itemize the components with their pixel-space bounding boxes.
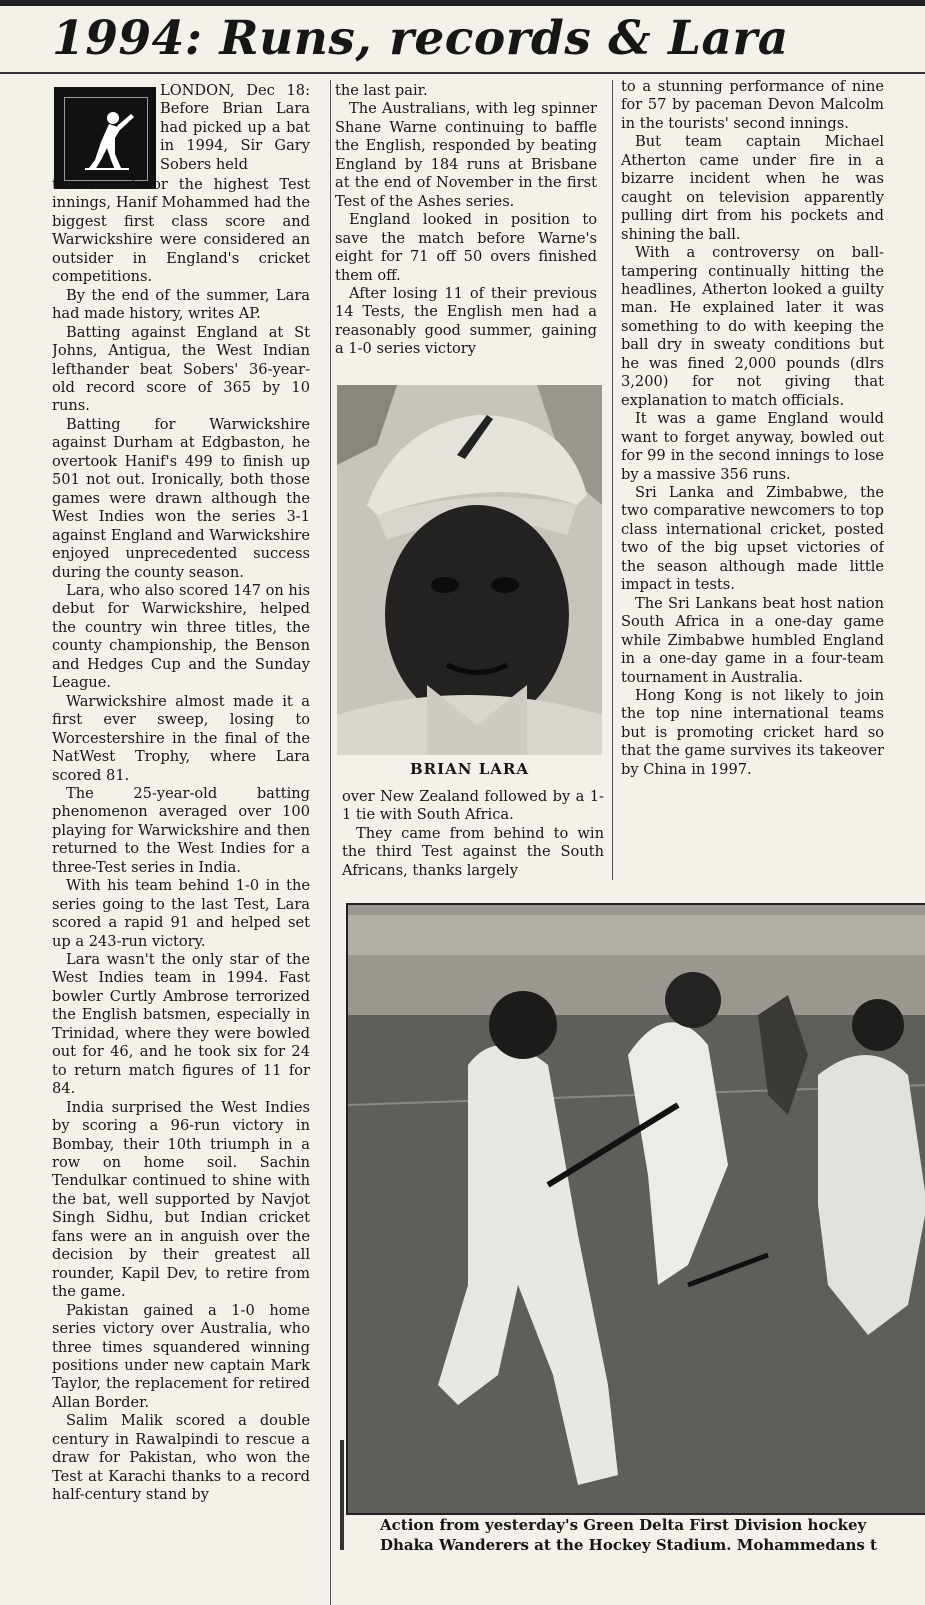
- col2-paragraph: They came from behind to win the third Test against the South Africans, thanks largely: [342, 824, 604, 879]
- col2-top: [335, 82, 597, 382]
- col1-paragraph: Warwickshire almost made it a first ever sweep, losing to Worcestershire in the final of the NatWest Trophy, where Lara scored 81.: [52, 692, 310, 784]
- batsman-silhouette: [65, 98, 147, 180]
- col3-paragraph: It was a game England would want to forget anyway, bowled out for 99 in the second innings to lose by a massive 356 runs.: [621, 410, 884, 483]
- column-divider: [612, 80, 613, 880]
- hockey-image: [348, 905, 925, 1513]
- column-divider: [330, 80, 331, 1605]
- col3-paragraph: Sri Lanka and Zimbabwe, the two comparative newcomers to top class international cricket, posted two of the big upset victories of the season although made little impact in tests.: [621, 483, 884, 594]
- col2-bottom: [342, 788, 604, 888]
- col1-paragraph: With his team behind 1-0 in the series going to the last Test, Lara scored a rapid 91 and helped set up a 243-run victory.: [52, 877, 310, 950]
- col1-paragraph: By the end of the summer, Lara had made history, writes AP.: [52, 286, 310, 323]
- col1-paragraph: the record for the highest Test innings, Hanif Mohammed had the biggest first class score and Warwickshire were considered an outsider in England's cricket competitions.: [52, 176, 310, 286]
- photo2-caption-line1: Action from yesterday's Green Delta First Division hockey: [380, 1516, 867, 1534]
- photo2-caption-line2: Dhaka Wanderers at the Hockey Stadium. Mohammedans t: [380, 1536, 877, 1554]
- col1-paragraph: Batting against England at St Johns, Antigua, the West Indian lefthander beat Sobers' 36-year-old record score of 365 by 10 runs.: [52, 323, 310, 415]
- col1-body: [52, 176, 310, 1605]
- col1-paragraph: Salim Malik scored a double century in Rawalpindi to rescue a draw for Pakistan, who won the Test at Karachi thanks to a record half-century stand by: [52, 1412, 310, 1504]
- col2-paragraph: over New Zealand followed by a 1-1 tie with South Africa.: [342, 788, 604, 824]
- col2-paragraph: England looked in position to save the match before Warne's eight for 71 off 50 overs finished them off.: [335, 211, 597, 284]
- col1-paragraph: Pakistan gained a 1-0 home series victory over Australia, who three times squandered winning positions under new captain Mark Taylor, the replacement for retired Allan Border.: [52, 1301, 310, 1411]
- col2-paragraph: the last pair.: [335, 82, 428, 99]
- brian-lara-photo: [337, 385, 602, 755]
- col1-wrap-top: [160, 82, 310, 174]
- col3-paragraph: to a stunning performance of nine for 57 by paceman Devon Malcolm in the tourists' second innings.: [621, 78, 884, 132]
- headline-rule: [0, 72, 925, 74]
- col3-body: [621, 78, 884, 883]
- portrait-image: [337, 385, 602, 755]
- hockey-action-photo: [346, 903, 925, 1515]
- top-rule: [0, 0, 925, 6]
- column-rule-mark: [340, 1440, 344, 1550]
- headline: 1994: Runs, records & Lara: [52, 11, 789, 66]
- col2-paragraph: After losing 11 of their previous 14 Tests, the English men had a reasonably good summer, gaining a 1-0 series victory: [335, 284, 597, 358]
- col1-paragraph: Lara wasn't the only star of the West Indies team in 1994. Fast bowler Curtly Ambrose terrorized the English batsmen, especially in Trinidad, where they were bowled out for 46, and he took six for 24 to return match figures of 11 for 84.: [52, 951, 310, 1098]
- col2-paragraph: The Australians, with leg spinner Shane Warne continuing to baffle the English, responded by beating England by 184 runs at Brisbane at the end of November in the first Test of the Ashes series.: [335, 100, 597, 210]
- cricket-batsman-logo-icon: [54, 87, 156, 189]
- photo1-caption: BRIAN LARA: [409, 760, 530, 778]
- col1-paragraph: Batting for Warwickshire against Durham at Edgbaston, he overtook Hanif's 499 to finish up 501 not out. Ironically, both those games were drawn although the West Indies won the series 3-1 against England and Warwickshire enjoyed unprecedented success during the county season.: [52, 415, 310, 581]
- col3-paragraph: With a controversy on ball-tampering continually hitting the headlines, Atherton looked a guilty man. He explained later it was something to do with keeping the ball dry in sweaty conditions but he was fined 2,000 pounds (dlrs 3,200) for not giving that explanation to match officials.: [621, 244, 884, 409]
- col1-lede: LONDON, Dec 18: Before Brian Lara had picked up a bat in 1994, Sir Gary Sobers held: [160, 82, 310, 173]
- photo2-caption: [380, 1515, 925, 1559]
- col1-paragraph: Lara, who also scored 147 on his debut for Warwickshire, helped the country win three titles, the county championship, the Benson and Hedges Cup and the Sunday League.: [52, 581, 310, 692]
- col1-paragraph: The 25-year-old batting phenomenon averaged over 100 playing for Warwickshire and then returned to the West Indies for a three-Test series in India.: [52, 784, 310, 876]
- col3-paragraph: Hong Kong is not likely to join the top nine international teams but is promoting cricket hard so that the game survives its takeover by China in 1997.: [621, 686, 884, 778]
- col1-paragraph: India surprised the West Indies by scoring a 96-run victory in Bombay, their 10th triumph in a row on home soil. Sachin Tendulkar continued to shine with the bat, well supported by Navjot Singh Sidhu, but Indian cricket fans were an in anguish over the decision by their greatest all rounder, Kapil Dev, to retire from the game.: [52, 1098, 310, 1301]
- col3-paragraph: But team captain Michael Atherton came under fire in a bizarre incident when he was caught on television apparently pulling dirt from his pockets and shining the ball.: [621, 133, 884, 243]
- col3-paragraph: The Sri Lankans beat host nation South Africa in a one-day game while Zimbabwe humbled England in a one-day game in a four-team tournament in Australia.: [621, 594, 884, 686]
